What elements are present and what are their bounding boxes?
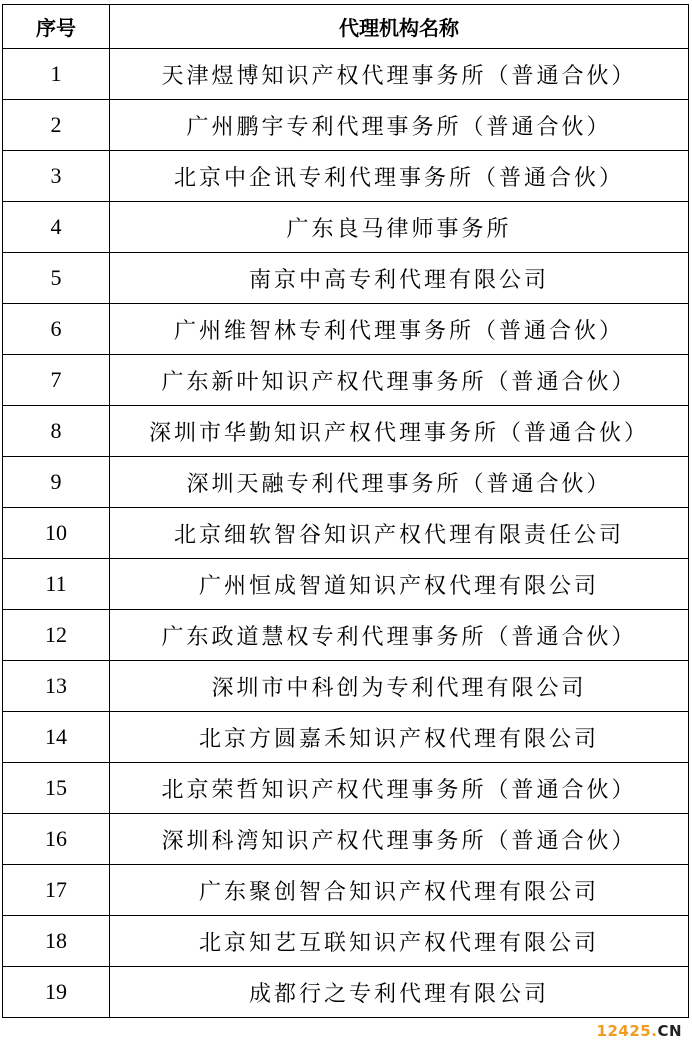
table-row xyxy=(3,610,689,661)
agency-name: 广州恒成智道知识产权代理有限公司 xyxy=(110,559,689,610)
row-index: 1 xyxy=(3,49,110,100)
table-row xyxy=(3,202,689,253)
table-body xyxy=(3,49,689,1018)
agency-name: 北京知艺互联知识产权代理有限公司 xyxy=(110,916,689,967)
agency-name: 广东政道慧权专利代理事务所（普通合伙） xyxy=(110,610,689,661)
row-index: 3 xyxy=(3,151,110,202)
row-index: 15 xyxy=(3,763,110,814)
row-index: 5 xyxy=(3,253,110,304)
row-index: 11 xyxy=(3,559,110,610)
row-index: 8 xyxy=(3,406,110,457)
agency-name: 南京中高专利代理有限公司 xyxy=(110,253,689,304)
row-index: 14 xyxy=(3,712,110,763)
table-row xyxy=(3,355,689,406)
row-index: 4 xyxy=(3,202,110,253)
table-row xyxy=(3,559,689,610)
agency-name: 深圳市中科创为专利代理有限公司 xyxy=(110,661,689,712)
table-row xyxy=(3,661,689,712)
header-index: 序号 xyxy=(3,5,110,49)
table-row xyxy=(3,712,689,763)
table-row xyxy=(3,457,689,508)
table-row xyxy=(3,151,689,202)
table-row xyxy=(3,406,689,457)
row-index: 10 xyxy=(3,508,110,559)
agency-name: 北京荣哲知识产权代理事务所（普通合伙） xyxy=(110,763,689,814)
agency-name: 广东新叶知识产权代理事务所（普通合伙） xyxy=(110,355,689,406)
agency-name: 深圳市华勤知识产权代理事务所（普通合伙） xyxy=(110,406,689,457)
row-index: 17 xyxy=(3,865,110,916)
header-agency-name: 代理机构名称 xyxy=(110,5,689,49)
watermark-dot: . xyxy=(651,1022,658,1040)
agency-name: 天津煜博知识产权代理事务所（普通合伙） xyxy=(110,49,689,100)
row-index: 6 xyxy=(3,304,110,355)
table-row xyxy=(3,49,689,100)
agency-name: 北京细软智谷知识产权代理有限责任公司 xyxy=(110,508,689,559)
table-row xyxy=(3,508,689,559)
table-row xyxy=(3,814,689,865)
row-index: 18 xyxy=(3,916,110,967)
agency-name: 广东良马律师事务所 xyxy=(110,202,689,253)
agency-table xyxy=(2,4,689,1018)
table-row xyxy=(3,763,689,814)
table-row xyxy=(3,304,689,355)
watermark-number: 12425 xyxy=(596,1022,652,1040)
table-row xyxy=(3,253,689,304)
agency-name: 广州鹏宇专利代理事务所（普通合伙） xyxy=(110,100,689,151)
row-index: 12 xyxy=(3,610,110,661)
site-watermark xyxy=(597,1022,682,1040)
row-index: 9 xyxy=(3,457,110,508)
agency-name: 广东聚创智合知识产权代理有限公司 xyxy=(110,865,689,916)
table-row xyxy=(3,100,689,151)
agency-name: 广州维智林专利代理事务所（普通合伙） xyxy=(110,304,689,355)
table-row xyxy=(3,967,689,1018)
row-index: 2 xyxy=(3,100,110,151)
agency-name: 北京中企讯专利代理事务所（普通合伙） xyxy=(110,151,689,202)
table-row xyxy=(3,916,689,967)
table-row xyxy=(3,865,689,916)
row-index: 7 xyxy=(3,355,110,406)
agency-name: 深圳科湾知识产权代理事务所（普通合伙） xyxy=(110,814,689,865)
row-index: 16 xyxy=(3,814,110,865)
table-header-row xyxy=(3,5,689,49)
row-index: 19 xyxy=(3,967,110,1018)
watermark-tld: CN xyxy=(657,1022,682,1040)
agency-name: 北京方圆嘉禾知识产权代理有限公司 xyxy=(110,712,689,763)
agency-name: 成都行之专利代理有限公司 xyxy=(110,967,689,1018)
agency-name: 深圳天融专利代理事务所（普通合伙） xyxy=(110,457,689,508)
row-index: 13 xyxy=(3,661,110,712)
